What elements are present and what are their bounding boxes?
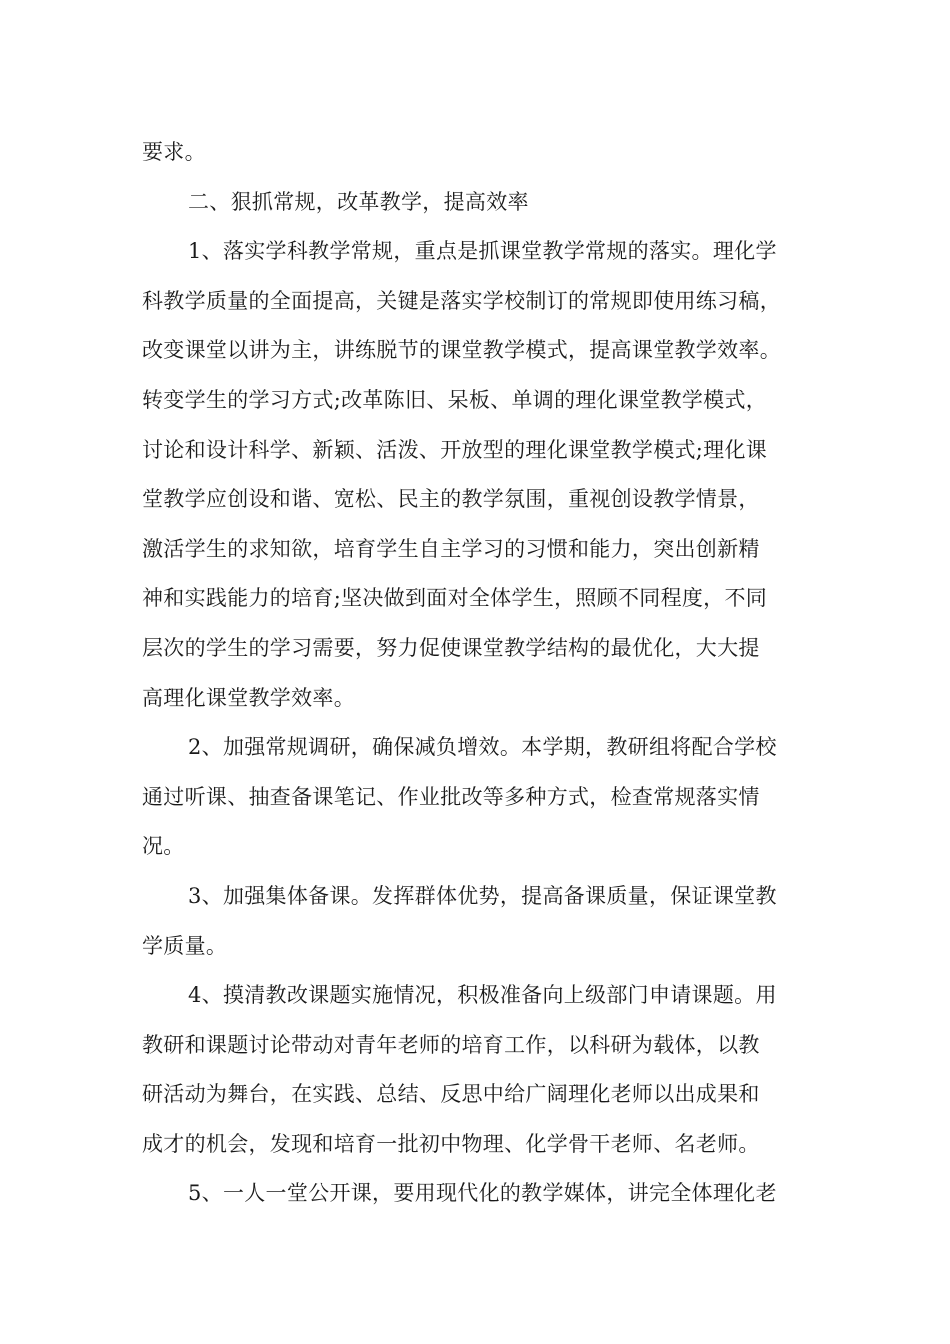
document-body [142, 128, 814, 1219]
text-line: 研活动为舞台，在实践、总结、反思中给广阔理化老师以出成果和 [142, 1082, 760, 1107]
text-line: 成才的机会，发现和培育一批初中物理、化学骨干老师、名老师。 [142, 1131, 760, 1156]
text-line: 堂教学应创设和谐、宽松、民主的教学氛围，重视创设教学情景， [142, 487, 760, 512]
text-line: 学质量。 [142, 933, 228, 958]
text-line: 转变学生的学习方式;改革陈旧、呆板、单调的理化课堂教学模式， [142, 387, 768, 412]
text-line: 讨论和设计科学、新颖、活泼、开放型的理化课堂教学模式;理化课 [142, 437, 768, 462]
section-heading: 二、狠抓常规，改革教学，提高效率 [188, 189, 529, 214]
text-line: 通过听课、抽查备课笔记、作业批改等多种方式，检查常规落实情 [142, 784, 760, 809]
text-line: 改变课堂以讲为主，讲练脱节的课堂教学模式，提高课堂教学效率。 [142, 338, 781, 363]
text-line: 5、一人一堂公开课，要用现代化的教学媒体，讲完全体理化老 [188, 1181, 777, 1206]
text-line: 教研和课题讨论带动对青年老师的培育工作，以科研为载体，以教 [142, 1032, 760, 1057]
text-line: 层次的学生的学习需要，努力促使课堂教学结构的最优化，大大提 [142, 635, 760, 660]
text-line: 4、摸清教改课题实施情况，积极准备向上级部门申请课题。用 [188, 983, 777, 1008]
text-line: 激活学生的求知欲，培育学生自主学习的习惯和能力，突出创新精 [142, 536, 760, 561]
text-line: 3、加强集体备课。发挥群体优势，提高备课质量，保证课堂教 [188, 883, 777, 908]
text-line: 科教学质量的全面提高，关键是落实学校制订的常规即使用练习稿， [142, 288, 781, 313]
text-line: 1、落实学科教学常规，重点是抓课堂教学常规的落实。理化学 [188, 239, 777, 264]
text-line: 高理化课堂教学效率。 [142, 685, 355, 710]
text-line: 要求。 [142, 140, 206, 164]
text-line: 神和实践能力的培育;坚决做到面对全体学生，照顾不同程度，不同 [142, 586, 768, 611]
text-line: 2、加强常规调研，确保减负增效。本学期，教研组将配合学校 [188, 735, 777, 760]
text-line: 况。 [142, 834, 185, 859]
